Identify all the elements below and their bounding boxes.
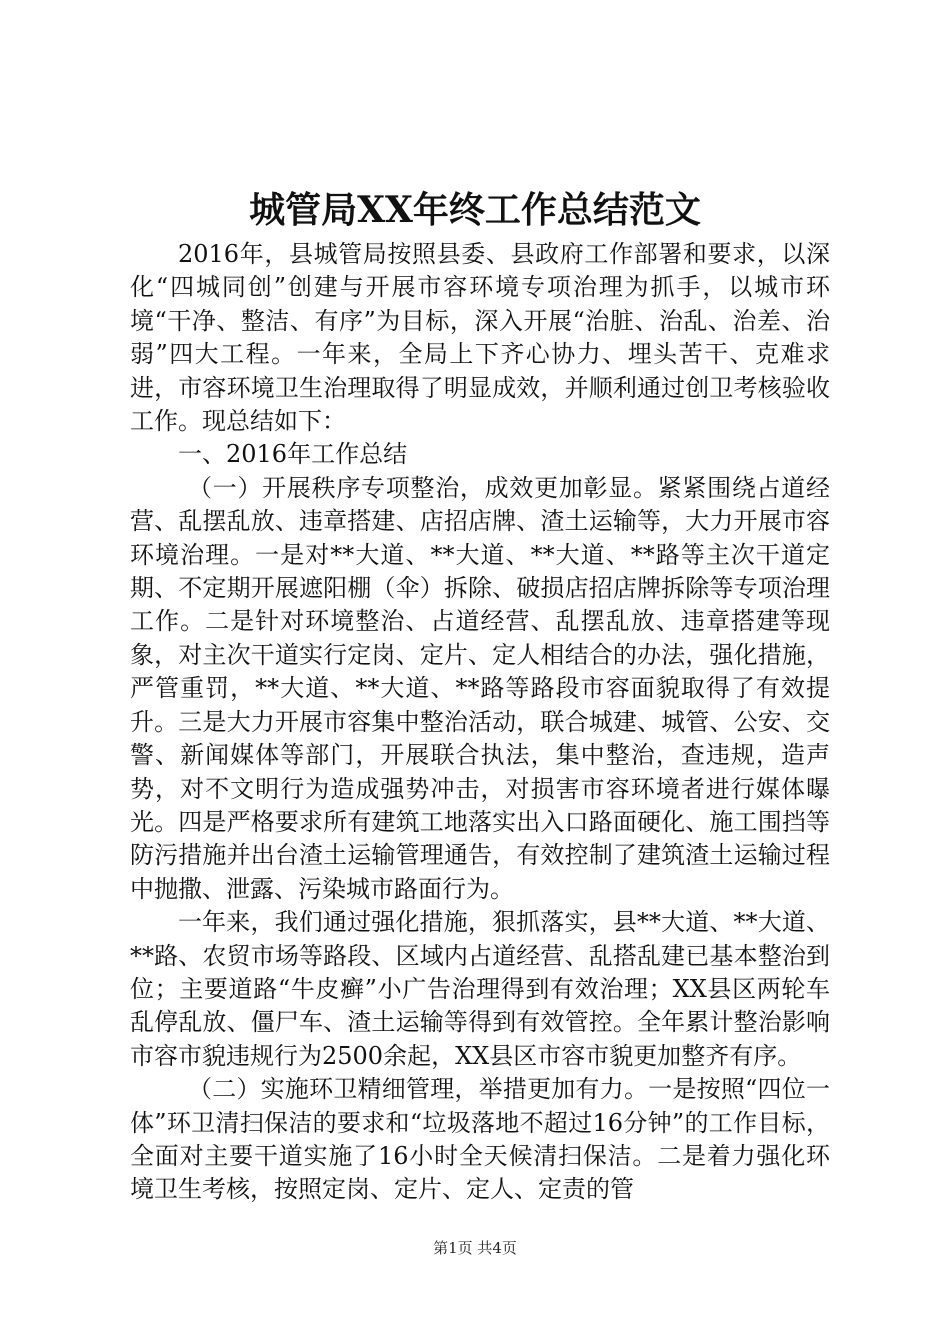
paragraph-year-results: 一年来，我们通过强化措施，狠抓落实，县**大道、**大道、**路、农贸市场等路段、区域内占道经营、乱搭乱建已基本整治到位；主要道路“牛皮癣”小广告治理得到有效治理；XX县区两轮车乱停乱放、僵尸车、渣土运输等得到有效管控。全年累计整治影响市容市貌违规行为2500余起，XX县区市容市貌更加整齐有序。 bbox=[130, 908, 830, 1070]
paragraph-intro: 2016年，县城管局按照县委、县政府工作部署和要求，以深化“四城同创”创建与开展市容环境专项治理为抓手，以城市环境“干净、整洁、有序”为目标，深入开展“治脏、治乱、治差、治弱”四大工程。一年来，全局上下齐心协力、埋头苦干、克难求进，市容环境卫生治理取得了明显成效，并顺利通过创卫考核验收工作。现总结如下： bbox=[130, 240, 830, 436]
paragraph-sanitation-management: （二）实施环卫精细管理，举措更加有力。一是按照“四位一体”环卫清扫保洁的要求和“垃圾落地不超过16分钟”的工作目标，全面对主要干道实施了16小时全天候清扫保洁。二是着力强化环境卫生考核，按照定岗、定片、定人、定责的管 bbox=[130, 1075, 830, 1204]
page-number-footer: 第1页 共4页 bbox=[433, 1239, 517, 1257]
section-heading: 一、2016年工作总结 bbox=[178, 440, 408, 469]
page-title: 城管局XX年终工作总结范文 bbox=[249, 189, 701, 231]
paragraph-order-rectification: （一）开展秩序专项整治，成效更加彰显。紧紧围绕占道经营、乱摆乱放、违章搭建、店招店牌、渣土运输等，大力开展市容环境治理。一是对**大道、**大道、**大道、**路等主次干道定期、不定期开展遮阳棚（伞）拆除、破损店招店牌拆除等专项治理工作。二是针对环境整治、占道经营、乱摆乱放、违章搭建等现象，对主次干道实行定岗、定片、定人相结合的办法，强化措施，严管重罚，**大道、**大道、**路等路段市容面貌取得了有效提升。三是大力开展市容集中整治活动，联合城建、城管、公安、交警、新闻媒体等部门，开展联合执法，集中整治，查违规，造声势，对不文明行为造成强势冲击，对损害市容环境者进行媒体曝光。四是严格要求所有建筑工地落实出入口路面硬化、施工围挡等防污措施并出台渣土运输管理通告，有效控制了建筑渣土运输过程中抛撒、泄露、污染城市路面行为。 bbox=[130, 473, 830, 903]
document-body bbox=[130, 238, 830, 1207]
